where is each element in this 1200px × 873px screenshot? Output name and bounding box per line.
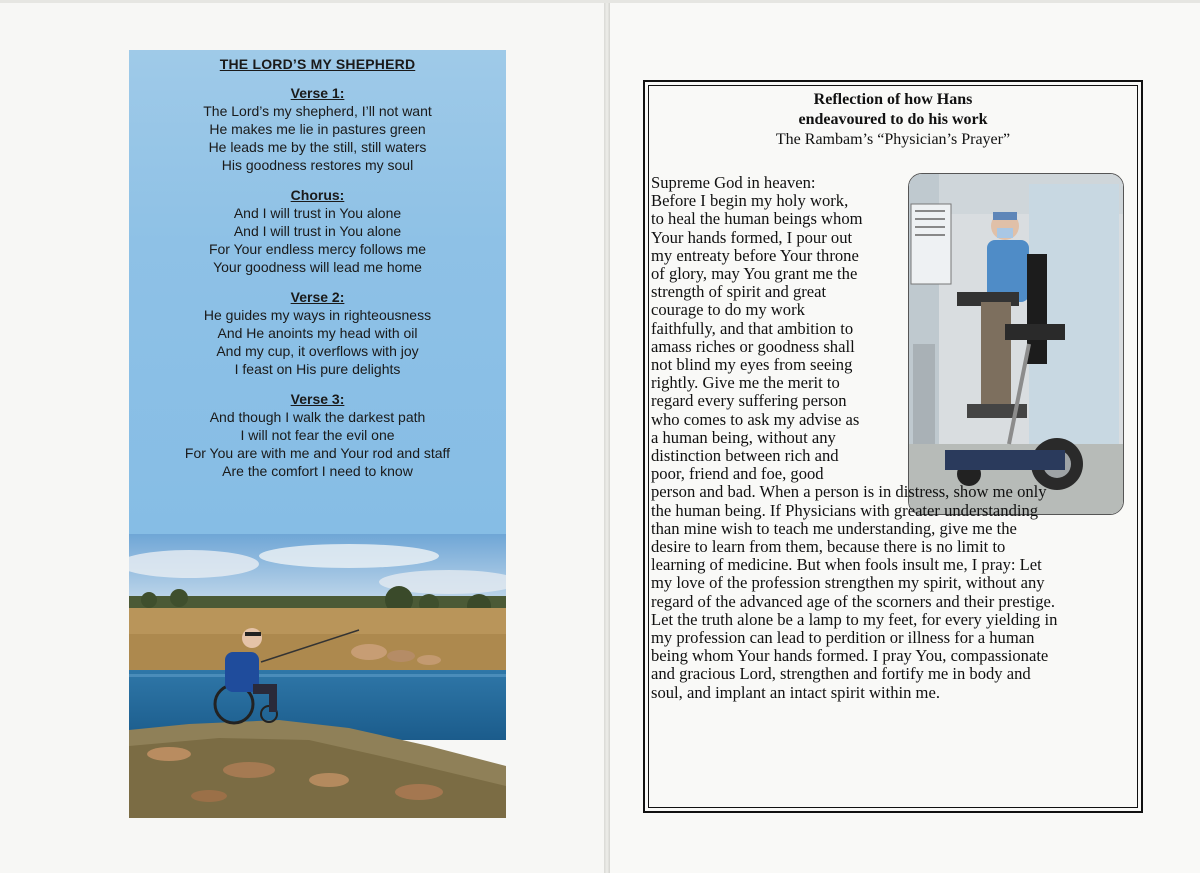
prayer-line: person and bad. When a person is in distress, show me only (651, 482, 1047, 502)
prayer-line: Your hands formed, I pour out (651, 227, 853, 247)
prayer-line: strength of spirit and great (651, 282, 827, 302)
stanza-heading: Verse 3: (290, 391, 345, 407)
stanza-verse-2 (129, 288, 506, 378)
hymn-panel (129, 50, 506, 534)
hymn-line: Are the comfort I need to know (222, 463, 413, 479)
stanza-heading: Verse 2: (290, 289, 345, 305)
prayer-line: than mine wish to teach me understanding, give me the (651, 518, 1017, 538)
prayer-line: desire to learn from them, because there is no limit to (651, 537, 1006, 557)
fishing-scene-image (129, 534, 506, 818)
prayer-line: regard of the advanced age of the scorners and their prestige. (651, 591, 1056, 611)
hymn-line: And I will trust in You alone (233, 205, 402, 221)
stanza-heading: Chorus: (290, 187, 345, 203)
prayer-line: Let the truth alone be a lamp to my feet, for every yielding in (651, 609, 1058, 629)
hymn-line: For You are with me and Your rod and staff (184, 445, 451, 461)
hymn-line: Your goodness will lead me home (213, 259, 422, 275)
prayer-line: amass riches or goodness shall (651, 336, 855, 356)
prayer-line: a human being, without any (651, 427, 836, 447)
prayer-line: faithfully, and that ambition to (651, 318, 854, 338)
prayer-line: being whom Your hands formed. I pray You, compassionate (651, 646, 1049, 666)
prayer-line: Supreme God in heaven: (651, 173, 816, 192)
reflection-heading (645, 90, 1141, 150)
stanza-verse-1 (129, 84, 506, 174)
prayer-line: and gracious Lord, strengthen and fortify me in body and (651, 664, 1031, 684)
hymn-line: And I will trust in You alone (233, 223, 402, 239)
hymn-title: THE LORD’S MY SHEPHERD (219, 56, 416, 72)
reflection-title-line-1: Reflection of how Hans (813, 91, 973, 108)
prayer-line: my entreaty before Your throne (651, 245, 859, 265)
prayer-line: soul, and implant an intact spirit within me. (651, 682, 940, 702)
hymn-line: For Your endless mercy follows me (208, 241, 427, 257)
page-fold (604, 0, 610, 873)
hymn-line: And He anoints my head with oil (217, 325, 418, 341)
hymn-line: His goodness restores my soul (221, 157, 414, 173)
prayer-line: of glory, may You grant me the (651, 264, 858, 284)
hymn-line: He leads me by the still, still waters (208, 139, 427, 155)
hymn-line: The Lord’s my shepherd, I’ll not want (203, 103, 432, 119)
prayer-line: not blind my eyes from seeing (651, 355, 853, 375)
prayer-line: rightly. Give me the merit to (651, 373, 840, 393)
reflection-title-line-2: endeavoured to do his work (798, 111, 988, 128)
hymn-line: He guides my ways in righteousness (203, 307, 432, 323)
hymn-line: I will not fear the evil one (240, 427, 395, 443)
prayer-line: my love of the profession strengthen my spirit, without any (651, 573, 1045, 593)
stanza-heading: Verse 1: (290, 85, 345, 101)
stanza-verse-3 (129, 390, 506, 480)
prayer-line: poor, friend and foe, good (651, 464, 824, 484)
prayer-line: Before I begin my holy work, (651, 191, 849, 211)
prayer-line: to heal the human beings whom (651, 209, 863, 229)
prayer-line: the human being. If Physicians with greater understanding (651, 500, 1039, 520)
reflection-subheading: The Rambam’s “Physician’s Prayer” (775, 131, 1011, 148)
hymn-line: I feast on His pure delights (234, 361, 401, 377)
hymn-line: He makes me lie in pastures green (209, 121, 426, 137)
prayer-line: who comes to ask my advise as (651, 409, 860, 429)
hymn-line: And my cup, it overflows with joy (216, 343, 419, 359)
hymn-line: And though I walk the darkest path (209, 409, 426, 425)
prayer-line: learning of medicine. But when fools insult me, I pray: Let (651, 555, 1042, 575)
prayer-line: regard every suffering person (651, 391, 847, 411)
fishing-photo (129, 534, 506, 818)
prayer-line: distinction between rich and (651, 446, 839, 466)
physicians-prayer-text (651, 174, 1141, 702)
prayer-line: courage to do my work (651, 300, 805, 320)
stanza-chorus (129, 186, 506, 276)
scan-edge (0, 0, 1200, 3)
prayer-line: my profession can lead to perdition or illness for a human (651, 628, 1035, 648)
